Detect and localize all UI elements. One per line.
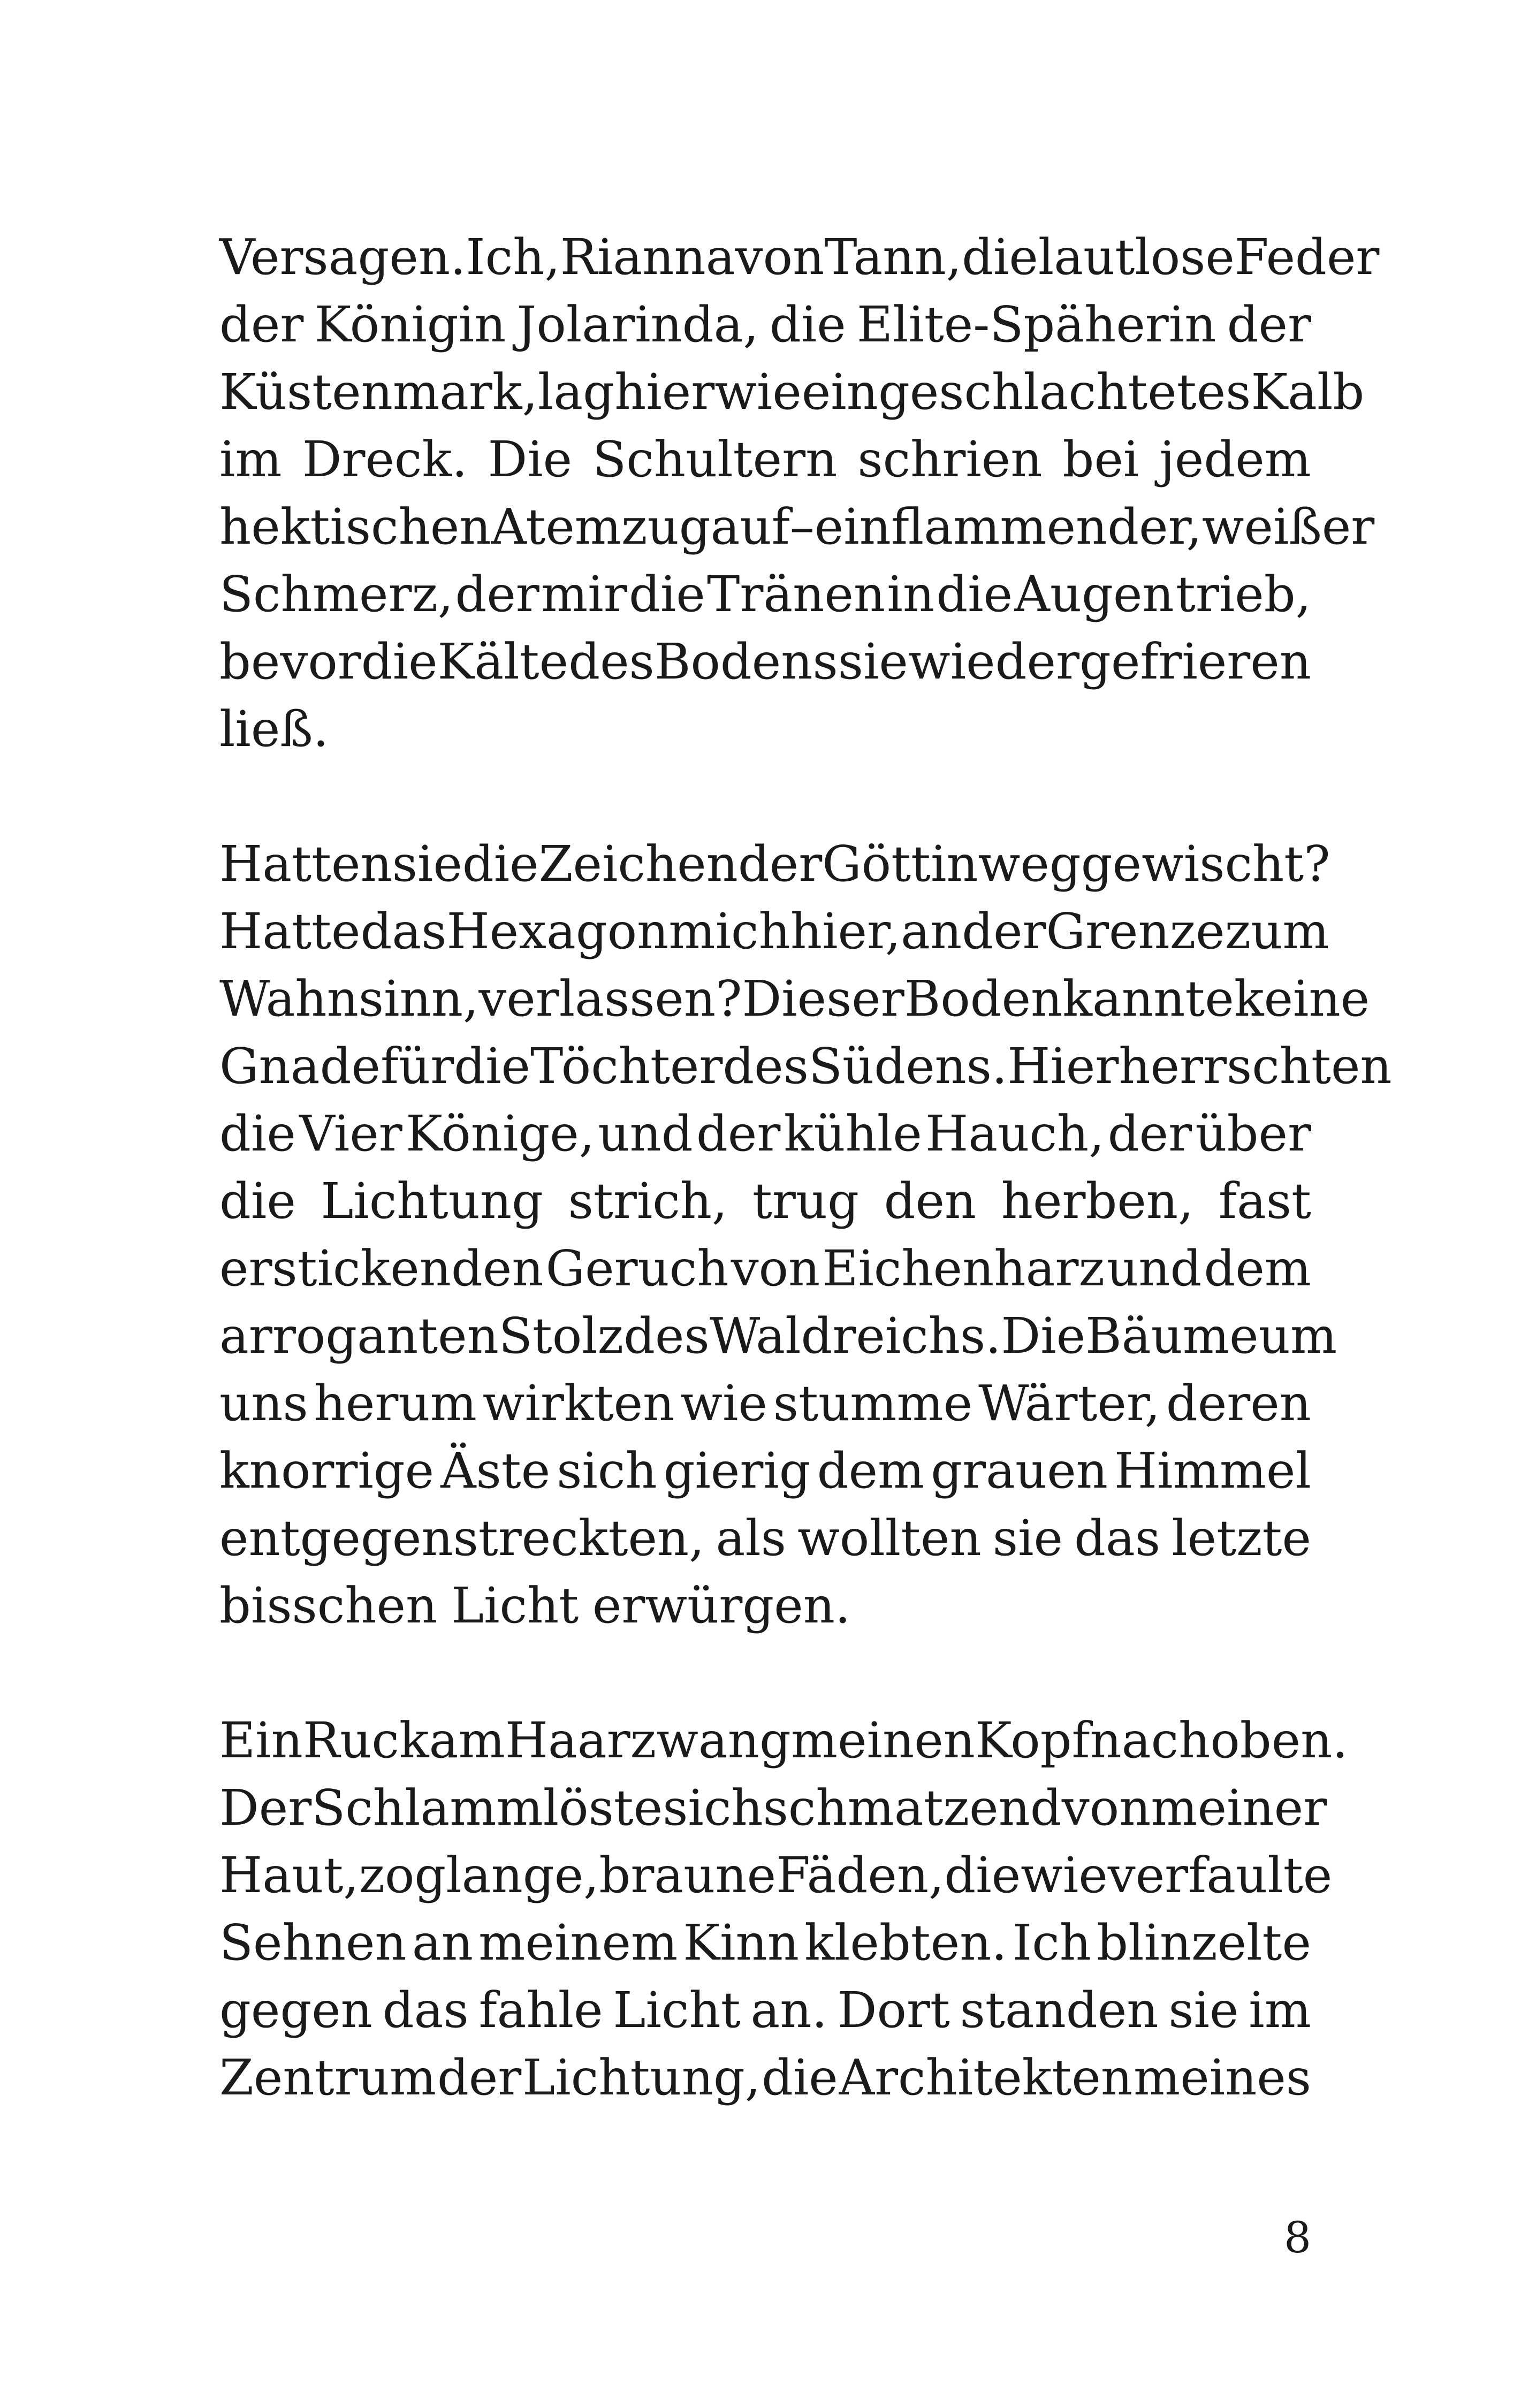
page-number: 8 bbox=[1284, 2213, 1311, 2262]
text-line: Zentrum der Lichtung, die Architekten meines bbox=[219, 2049, 1311, 2106]
body-text bbox=[219, 224, 1392, 2112]
text-line: die Lichtung strich, trug den herben, fast bbox=[219, 1172, 1311, 1230]
text-line: ließ. bbox=[219, 700, 329, 758]
text-line: Hatten sie die Zeichen der Göttin weggewischt? bbox=[219, 835, 1330, 893]
paragraph-gap bbox=[219, 1640, 1311, 1707]
text-line: Versagen. Ich, Rianna von Tann, die lautlose Feder bbox=[219, 228, 1380, 286]
text-line: die Vier Könige, und der kühle Hauch, der über bbox=[219, 1105, 1311, 1162]
text-line: Der Schlamm löste sich schmatzend von meiner bbox=[219, 1779, 1327, 1837]
text-line: gegen das fahle Licht an. Dort standen sie im bbox=[219, 1982, 1311, 2039]
text-line: Haut, zog lange, braune Fäden, die wie verfaulte bbox=[219, 1847, 1333, 1904]
text-line: uns herum wirkten wie stumme Wärter, deren bbox=[219, 1375, 1311, 1432]
text-line: Schmerz, der mir die Tränen in die Augen trieb, bbox=[219, 566, 1311, 623]
text-line: Ein Ruck am Haar zwang meinen Kopf nach oben. bbox=[219, 1712, 1348, 1769]
text-line: erstickenden Geruch von Eichenharz und dem bbox=[219, 1240, 1311, 1297]
text-line: arroganten Stolz des Waldreichs. Die Bäume um bbox=[219, 1307, 1337, 1365]
text-line: im Dreck. Die Schultern schrien bei jedem bbox=[219, 431, 1311, 488]
text-line: Sehnen an meinem Kinn klebten. Ich blinzelte bbox=[219, 1914, 1311, 1971]
text-line: Hatte das Hexagon mich hier, an der Grenze zum bbox=[219, 903, 1329, 960]
text-line: Wahnsinn, verlassen? Dieser Boden kannte keine bbox=[219, 970, 1370, 1027]
text-line: bevor die Kälte des Bodens sie wieder gefrieren bbox=[219, 633, 1311, 690]
text-line: Gnade für die Töchter des Südens. Hier herrschten bbox=[219, 1038, 1392, 1095]
paragraph-gap bbox=[219, 763, 1311, 830]
text-line: entgegenstreckten, als wollten sie das letzte bbox=[219, 1510, 1311, 1567]
text-line: Küstenmark, lag hier wie ein geschlachtetes Kalb bbox=[219, 363, 1365, 421]
paragraph-3 bbox=[219, 1707, 1348, 2112]
text-line: bisschen Licht erwürgen. bbox=[219, 1577, 851, 1634]
paragraph-2 bbox=[219, 830, 1392, 1640]
text-line: hektischen Atemzug auf – ein flammender, weißer bbox=[219, 498, 1375, 555]
text-line: der Königin Jolarinda, die Elite-Späherin der bbox=[219, 296, 1311, 353]
text-line: knorrige Äste sich gierig dem grauen Himmel bbox=[219, 1442, 1311, 1499]
paragraph-1 bbox=[219, 224, 1380, 763]
